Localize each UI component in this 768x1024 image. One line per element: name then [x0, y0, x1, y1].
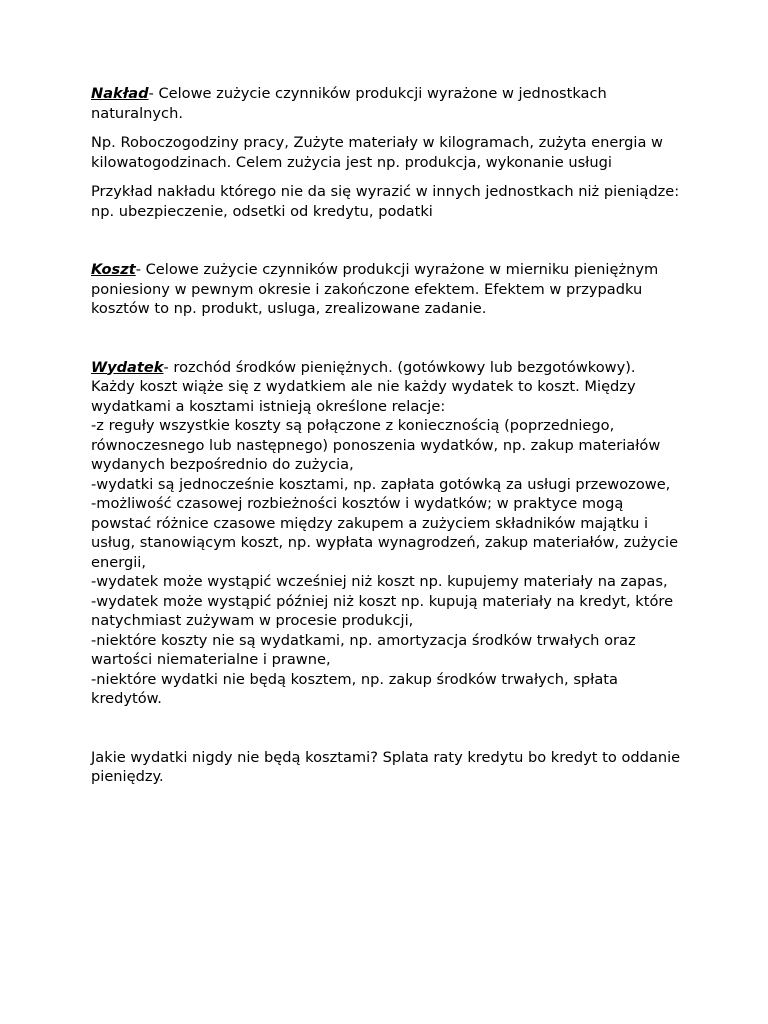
wydatek-line: -wydatek może wystąpić wcześniej niż koszt np. kupujemy materiały na zapas,: [91, 573, 668, 590]
naklad-definition-text: - Celowe zużycie czynników produkcji wyrażone w jednostkach naturalnych.: [91, 85, 607, 122]
naklad-example: Np. Roboczogodziny pracy, Zużyte materiały w kilogramach, zużyta energia w kilowatogodzinach. Celem zużycia jest np. produkcja, wykonanie usługi: [91, 134, 663, 171]
wydatek-line: Każdy koszt wiąże się z wydatkiem ale nie każdy wydatek to koszt. Między wydatkami a kosztami istnieją określone relacje:: [91, 378, 636, 415]
wydatek-line: -niektóre koszty nie są wydatkami, np. amortyzacja środków trwałych oraz wartości niematerialne i prawne,: [91, 631, 636, 668]
naklad-definition: [91, 84, 681, 123]
wydatek-line: -możliwość czasowej rozbieżności kosztów i wydatków; w praktyce mogą powstać różnice czasowe między zakupem a zużyciem składników majątku i usług, stanowiącym koszt, np. wypłata wynagrodzeń, zakup materiałów, zużycie energii,: [91, 495, 679, 571]
wydatek-definition: [91, 358, 681, 378]
wydatek-line: -niektóre wydatki nie będą kosztem, np. zakup środków trwałych, spłata kredytów.: [91, 670, 618, 707]
wydatek-definition-text: - rozchód środków pieniężnych. (gotówkowy lub bezgotówkowy).: [163, 358, 636, 376]
wydatek-line: -z reguły wszystkie koszty są połączone z koniecznością (poprzedniego, równoczesnego lub następnego) ponoszenia wydatków, np. zakup materiałów wydanych bezpośrednio do zużycia,: [91, 417, 661, 473]
wydatek-section: [91, 358, 681, 709]
question-answer: Jakie wydatki nigdy nie będą kosztami? Splata raty kredytu bo kredyt to oddanie pieniędzy.: [91, 748, 681, 785]
koszt-term: Koszt: [91, 261, 136, 278]
wydatek-line: -wydatki są jednocześnie kosztami, np. zapłata gotówką za usługi przewozowe,: [91, 475, 671, 493]
koszt-definition-text: - Celowe zużycie czynników produkcji wyrażone w mierniku pieniężnym poniesiony w pewnym okresie i zakończone efektem. Efektem w przypadku kosztów to np. produkt, usluga, zrealizowane zadanie.: [91, 261, 659, 317]
wydatek-term: Wydatek: [91, 358, 164, 376]
naklad-money-example: Przykład nakładu którego nie da się wyrazić w innych jednostkach niż pieniądze: np. ubezpieczenie, odsetki od kredytu, podatki: [91, 183, 680, 220]
koszt-definition: [91, 260, 681, 319]
naklad-term: Nakład: [91, 85, 149, 102]
document-page: [91, 84, 681, 787]
wydatek-line: -wydatek może wystąpić później niż koszt np. kupują materiały na kredyt, które natychmiast zużywam w procesie produkcji,: [91, 592, 674, 629]
